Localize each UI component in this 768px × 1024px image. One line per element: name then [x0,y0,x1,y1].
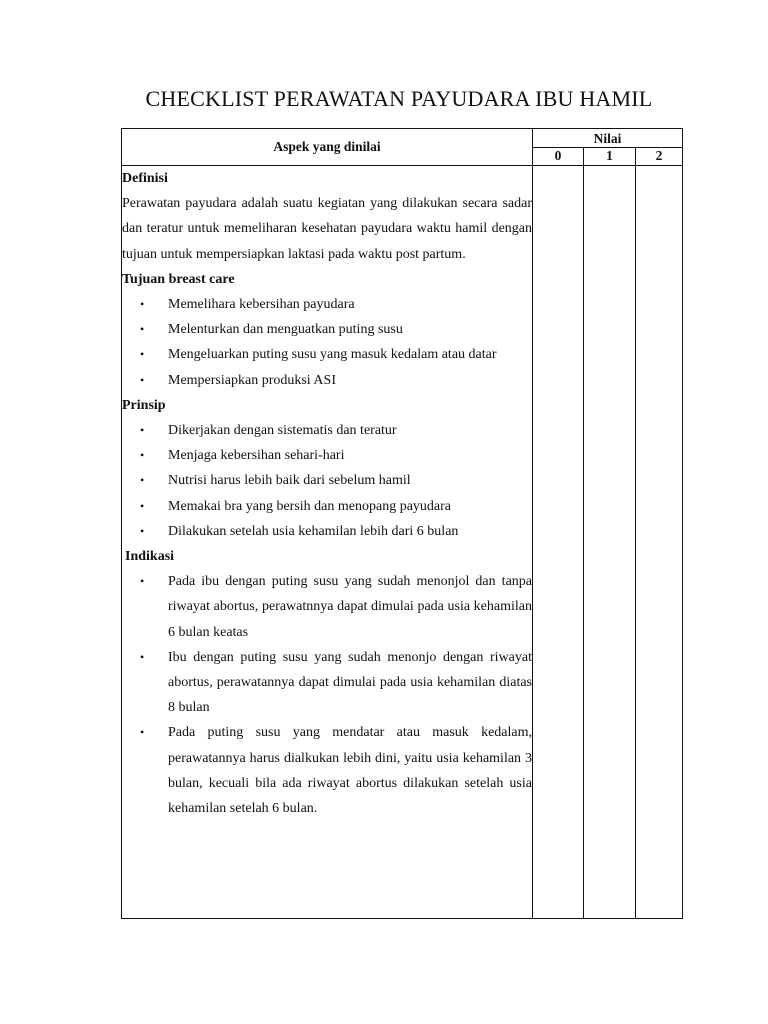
score-cell-2[interactable] [636,166,683,919]
prinsip-list [122,418,532,544]
indikasi-list [122,569,532,821]
score-header-2: 2 [636,147,683,166]
tujuan-list [122,292,532,393]
bullet-icon: • [140,473,145,488]
bullet-icon: • [140,347,145,362]
list-item: • Mengeluarkan puting susu yang masuk kedalam atau datar [122,342,532,367]
bullet-icon: • [140,498,145,513]
section-heading-indikasi: Indikasi [125,549,175,565]
list-item: • Melenturkan dan menguatkan puting susu [122,317,532,342]
list-item: • Menjaga kebersihan sehari-hari [122,443,532,468]
score-header-1: 1 [584,147,636,166]
bullet-icon: • [140,322,145,337]
list-item: • Pada ibu dengan puting susu yang sudah menonjol dan tanpa riwayat abortus, perawatnnya dapat dimulai pada usia kehamilan 6 bulan keatas [122,569,532,645]
bullet-icon: • [140,649,145,664]
score-cell-1[interactable] [584,166,636,919]
list-item: • Dikerjakan dengan sistematis dan teratur [122,418,532,443]
section-heading-definisi: Definisi [122,171,168,186]
score-header-0: 0 [533,147,584,166]
bullet-icon: • [140,448,145,463]
list-item: • Pada puting susu yang mendatar atau masuk kedalam, perawatannya harus dialkukan lebih dini, yaitu usia kehamilan 3 bulan, kecuali bila ada riwayat abortus dilakukan setelah usia kehamilan setelah 6 bulan. [122,720,532,821]
aspek-content-cell [122,166,533,919]
bullet-icon: • [140,574,145,589]
bullet-icon: • [140,297,145,312]
definisi-text: Perawatan payudara adalah suatu kegiatan yang dilakukan secara sadar dan teratur untuk memeliharan kesehatan payudara waktu hamil dengan tujuan untuk mempersiapkan laktasi pada waktu post partum. [122,196,532,262]
bullet-icon: • [140,523,145,538]
list-item: • Nutrisi harus lebih baik dari sebelum hamil [122,468,532,493]
score-cell-0[interactable] [533,166,584,919]
header-aspek: Aspek yang dinilai [122,129,533,166]
list-item: • Memakai bra yang bersih dan menopang payudara [122,494,532,519]
section-heading-tujuan: Tujuan breast care [122,271,235,287]
list-item: • Mempersiapkan produksi ASI [122,368,532,393]
list-item: • Ibu dengan puting susu yang sudah menonjo dengan riwayat abortus, perawatannya dapat dimulai pada usia kehamilan diatas 8 bulan [122,645,532,721]
section-heading-prinsip: Prinsip [122,397,166,413]
list-item: • Dilakukan setelah usia kehamilan lebih dari 6 bulan [122,519,532,544]
list-item: • Memelihara kebersihan payudara [122,292,532,317]
bullet-icon: • [140,423,145,438]
checklist-table [121,128,683,919]
page-title: CHECKLIST PERAWATAN PAYUDARA IBU HAMIL [145,86,653,111]
bullet-icon: • [140,372,145,387]
header-nilai: Nilai [533,129,683,148]
bullet-icon: • [140,725,145,740]
